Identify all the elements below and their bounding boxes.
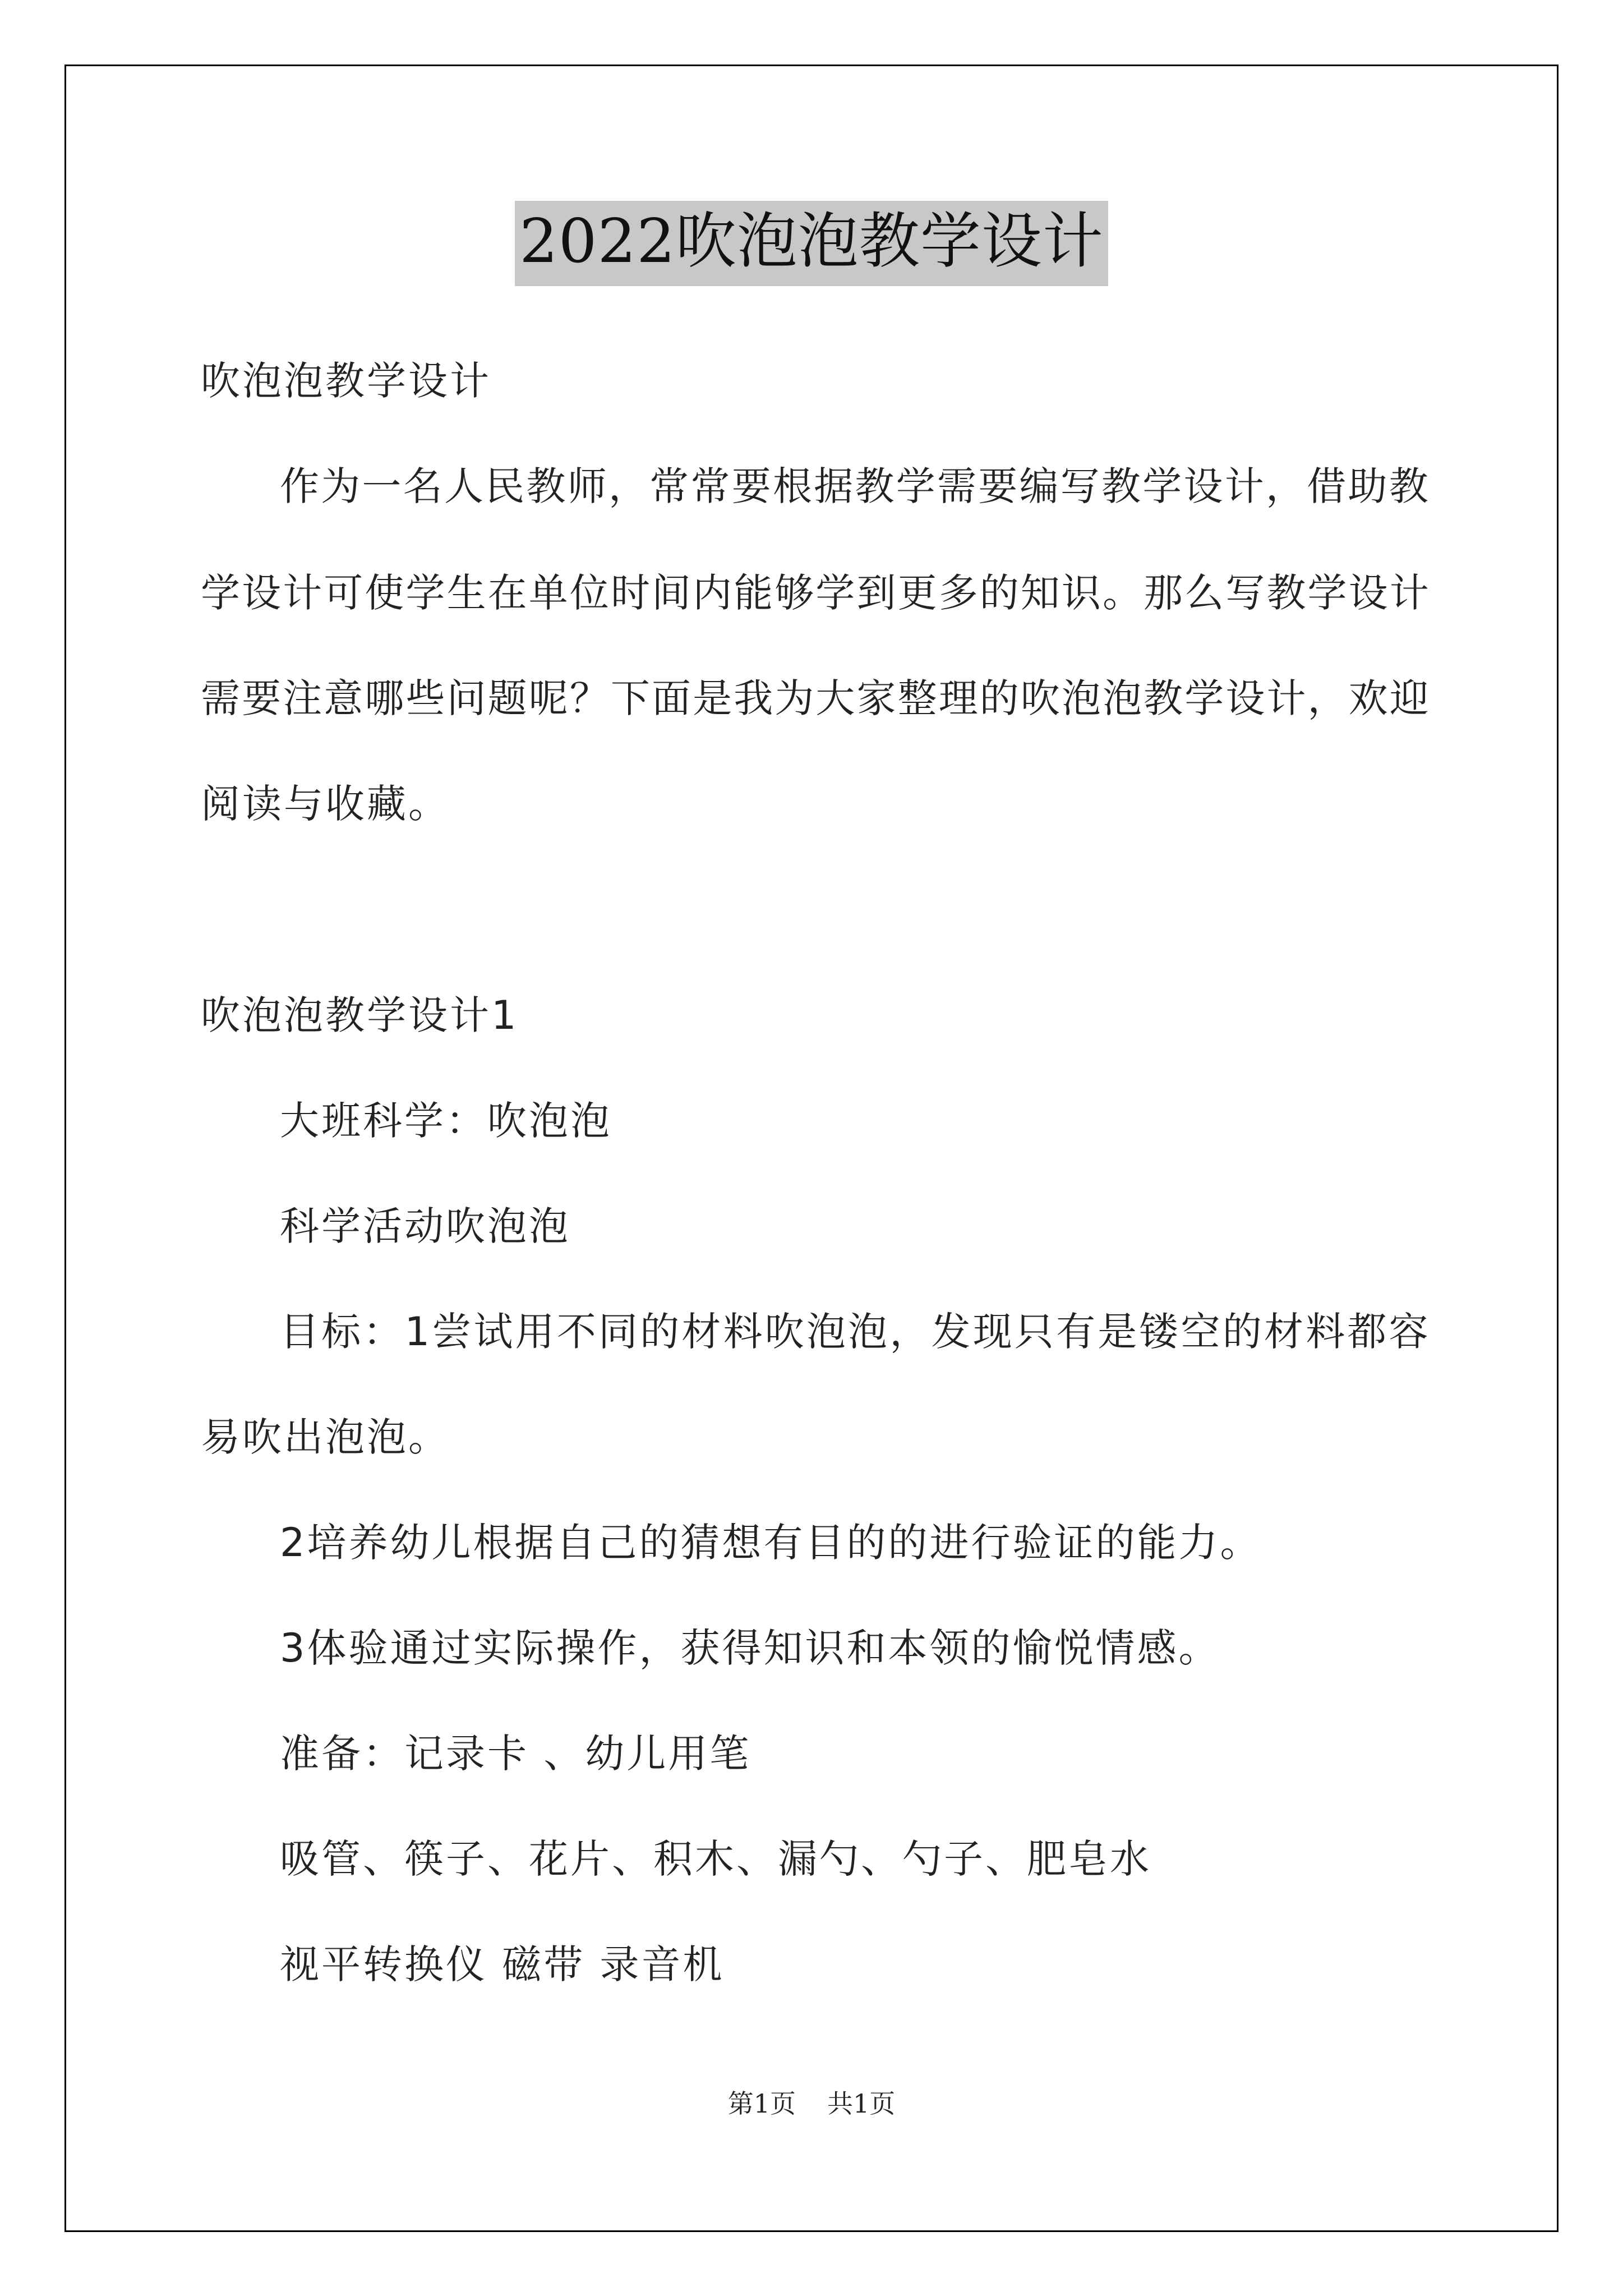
document-title: 2022吹泡泡教学设计: [515, 201, 1108, 286]
intro-line-3: 需 要 注 意 哪 些 问 题 呢 ？ 下 面 是 我 为 大 家 整 理 的 吹 泡 泡 教 学 设 计 ， 欢 迎: [201, 675, 1429, 721]
goal-3: 3体验通过实际操作，获得知识和本领的愉悦情感。: [280, 1625, 1220, 1671]
goal-1-line-2: 易吹出泡泡。: [201, 1414, 450, 1460]
intro-line-2: 学 设 计 可 使 学 生 在 单 位 时 间 内 能 够 学 到 更 多 的 知 识 。 那 么 写 教 学 设 计: [201, 570, 1429, 616]
preparation: 准备：记录卡 、幼儿用笔: [280, 1731, 751, 1777]
title-container: [0, 201, 1623, 286]
class-topic: 大班科学：吹泡泡: [280, 1098, 612, 1144]
document-subtitle: 吹泡泡教学设计: [201, 358, 491, 404]
goal-1-line-1: 目 标 ： 1 尝 试 用 不 同 的 材 料 吹 泡 泡 ， 发 现 只 有 是 镂 空 的 材 料 都 容: [280, 1309, 1428, 1355]
activity-name: 科学活动吹泡泡: [280, 1203, 570, 1249]
intro-line-1: 作 为 一 名 人 民 教 师 ， 常 常 要 根 据 教 学 需 要 编 写 教 学 设 计 ， 借 助 教: [280, 463, 1428, 509]
goal-2: 2培养幼儿根据自己的猜想有目的的进行验证的能力。: [280, 1520, 1262, 1566]
intro-line-4: 阅读与收藏。: [201, 781, 450, 827]
equipment: 视平转换仪 磁带 录音机: [280, 1941, 725, 1987]
section-heading: 吹泡泡教学设计1: [201, 992, 519, 1038]
materials: 吸管、筷子、花片、积木、漏勺、勺子、肥皂水: [280, 1836, 1151, 1882]
page-total: 共1页: [827, 2088, 896, 2119]
page-number: 第1页: [727, 2088, 796, 2119]
page-footer: [0, 2087, 1623, 2120]
